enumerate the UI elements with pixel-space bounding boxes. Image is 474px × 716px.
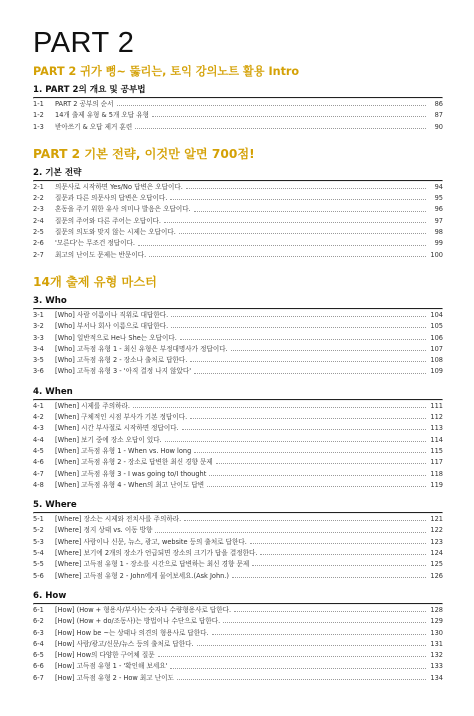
toc-entry[interactable] bbox=[33, 227, 443, 238]
part-title: PART 2 bbox=[33, 27, 135, 59]
entry-number: 4-3 bbox=[33, 424, 44, 433]
entry-page-number: 125 bbox=[430, 560, 443, 569]
toc-entry[interactable] bbox=[33, 193, 443, 204]
dot-leader bbox=[197, 645, 426, 646]
toc-list bbox=[33, 99, 443, 133]
entry-number: 3-2 bbox=[33, 322, 44, 331]
entry-title: [Where] 정지 상태 vs. 이동 방향 bbox=[55, 526, 153, 535]
toc-entry[interactable] bbox=[33, 423, 443, 434]
entry-title: [Who] 고득점 유형 1 - 최신 유형은 부정대명사가 정답이다. bbox=[55, 344, 228, 353]
dot-leader bbox=[170, 668, 426, 669]
entry-page-number: 104 bbox=[430, 310, 443, 319]
entry-number: 6-5 bbox=[33, 651, 44, 660]
toc-entry[interactable] bbox=[33, 457, 443, 468]
toc-entry[interactable] bbox=[33, 333, 443, 344]
dot-leader bbox=[179, 233, 426, 234]
entry-title: 질문의 의도와 맞지 않는 시제는 오답이다. bbox=[55, 228, 176, 237]
dot-leader bbox=[190, 418, 426, 419]
toc-entry[interactable] bbox=[33, 216, 443, 227]
entry-title: 의문사로 시작하면 Yes/No 답변은 오답이다. bbox=[55, 182, 183, 191]
entry-page-number: 112 bbox=[430, 413, 443, 422]
group-title: 6. How bbox=[33, 590, 67, 601]
entry-page-number: 100 bbox=[430, 250, 443, 259]
group-title: 1. PART 2의 개요 및 공부법 bbox=[33, 85, 146, 95]
entry-title: 혼동을 주기 위한 유사 의미나 발음은 오답이다. bbox=[55, 205, 191, 214]
entry-page-number: 113 bbox=[430, 424, 443, 433]
toc-entry[interactable] bbox=[33, 250, 443, 261]
entry-page-number: 106 bbox=[430, 333, 443, 342]
toc-entry[interactable] bbox=[33, 401, 443, 412]
toc-entry[interactable] bbox=[33, 661, 443, 672]
dot-leader bbox=[186, 188, 426, 189]
group-title: 2. 기본 전략 bbox=[33, 167, 82, 178]
entry-title: [When] 고득점 유형 3 - I was going to/I thought bbox=[55, 469, 207, 478]
entry-page-number: 87 bbox=[434, 111, 443, 120]
entry-title: [How] 고득점 유형 1 - '확인해 보세요' bbox=[55, 662, 168, 671]
entry-page-number: 90 bbox=[434, 122, 443, 131]
entry-number: 4-5 bbox=[33, 446, 44, 455]
entry-page-number: 96 bbox=[434, 205, 443, 214]
dot-leader bbox=[152, 116, 426, 117]
toc-entry[interactable] bbox=[33, 310, 443, 321]
entry-page-number: 124 bbox=[430, 549, 443, 558]
entry-title: [When] 고득점 유형 1 - When vs. How long bbox=[55, 446, 192, 455]
entry-number: 2-3 bbox=[33, 205, 44, 214]
entry-number: 4-2 bbox=[33, 413, 44, 422]
entry-number: 5-5 bbox=[33, 560, 44, 569]
entry-number: 2-5 bbox=[33, 228, 44, 237]
entry-number: 6-4 bbox=[33, 639, 44, 648]
dot-leader bbox=[164, 222, 426, 223]
entry-title: [Where] 사람이나 신문, 뉴스, 광고, website 등의 출처로 답한다. bbox=[55, 537, 247, 546]
dot-leader bbox=[184, 520, 426, 521]
entry-page-number: 123 bbox=[430, 537, 443, 546]
entry-number: 4-1 bbox=[33, 401, 44, 410]
dot-leader bbox=[158, 656, 426, 657]
dot-leader bbox=[190, 361, 426, 362]
entry-number: 3-4 bbox=[33, 344, 44, 353]
entry-number: 6-6 bbox=[33, 662, 44, 671]
entry-page-number: 118 bbox=[430, 469, 443, 478]
entry-title: 받아쓰기 & 오답 제거 훈련 bbox=[55, 122, 133, 131]
toc-entry[interactable] bbox=[33, 238, 443, 249]
entry-page-number: 126 bbox=[430, 571, 443, 580]
entry-title: '모른다'는 무조건 정답이다. bbox=[55, 239, 135, 248]
toc-page bbox=[33, 26, 443, 684]
toc-list bbox=[33, 182, 443, 261]
part-subtitle: PART 2 귀가 뻥~ 뚫리는, 토익 강의노트 활용 Intro bbox=[33, 65, 300, 78]
dot-leader bbox=[209, 475, 426, 476]
entry-number: 2-2 bbox=[33, 194, 44, 203]
entry-title: [Where] 고득점 유형 1 - 장소를 시간으로 답변하는 최신 경향 문제 bbox=[55, 560, 250, 569]
entry-title: [When] 구체적인 시점 부사가 기본 정답이다. bbox=[55, 413, 188, 422]
toc-entry[interactable] bbox=[33, 321, 443, 332]
entry-title: [How] 고득점 유형 2 - How 최고 난이도 bbox=[55, 673, 174, 682]
entry-title: [How] (How + do/조동사)는 방법이나 수단으로 답한다. bbox=[55, 617, 221, 626]
toc-sections bbox=[33, 80, 443, 684]
entry-page-number: 134 bbox=[430, 673, 443, 682]
dot-leader bbox=[234, 611, 426, 612]
toc-entry[interactable] bbox=[33, 628, 443, 639]
entry-page-number: 131 bbox=[430, 639, 443, 648]
entry-number: 1-3 bbox=[33, 122, 44, 131]
toc-list bbox=[33, 605, 443, 684]
toc-entry[interactable] bbox=[33, 122, 443, 133]
dot-leader bbox=[182, 429, 426, 430]
entry-page-number: 117 bbox=[430, 458, 443, 467]
entry-page-number: 99 bbox=[434, 239, 443, 248]
dot-leader bbox=[133, 407, 426, 408]
toc-entry[interactable] bbox=[33, 182, 443, 193]
entry-title: [Where] 보기에 2개의 장소가 언급되면 장소의 크기가 답을 결정한다. bbox=[55, 549, 258, 558]
entry-number: 2-1 bbox=[33, 182, 44, 191]
group-title: 5. Where bbox=[33, 500, 77, 511]
toc-list bbox=[33, 514, 443, 582]
toc-entry[interactable] bbox=[33, 366, 443, 377]
entry-number: 5-6 bbox=[33, 571, 44, 580]
entry-page-number: 105 bbox=[430, 322, 443, 331]
dot-leader bbox=[194, 452, 426, 453]
dot-leader bbox=[207, 486, 426, 487]
entry-page-number: 111 bbox=[430, 401, 443, 410]
dot-leader bbox=[216, 463, 426, 464]
dot-leader bbox=[250, 543, 426, 544]
entry-number: 6-3 bbox=[33, 628, 44, 637]
dot-leader bbox=[180, 339, 426, 340]
entry-number: 2-7 bbox=[33, 250, 44, 259]
entry-page-number: 95 bbox=[434, 194, 443, 203]
group-title: 3. Who bbox=[33, 295, 67, 306]
entry-title: PART 2 공부의 순서 bbox=[55, 100, 114, 108]
entry-title: [Who] 고득점 유형 3 - '아직 결정 나지 않았다' bbox=[55, 367, 192, 376]
entry-number: 2-6 bbox=[33, 239, 44, 248]
entry-number: 4-4 bbox=[33, 435, 44, 444]
toc-entry[interactable] bbox=[33, 673, 443, 684]
entry-title: [How] 사람/광고/신문/뉴스 등의 출처로 답한다. bbox=[55, 639, 194, 648]
toc-entry[interactable] bbox=[33, 412, 443, 423]
entry-title: [When] 시제를 주의하라. bbox=[55, 401, 130, 410]
entry-page-number: 86 bbox=[434, 100, 443, 108]
toc-entry[interactable] bbox=[33, 480, 443, 491]
dot-leader bbox=[231, 350, 426, 351]
entry-title: [When] 고득점 유형 4 - When의 최고 난이도 답변 bbox=[55, 480, 205, 489]
toc-section bbox=[33, 80, 443, 133]
entry-number: 5-2 bbox=[33, 526, 44, 535]
entry-number: 4-8 bbox=[33, 480, 44, 489]
entry-number: 1-2 bbox=[33, 111, 44, 120]
group-title: 4. When bbox=[33, 386, 73, 397]
entry-page-number: 108 bbox=[430, 356, 443, 365]
entry-number: 6-1 bbox=[33, 605, 44, 614]
toc-entry[interactable] bbox=[33, 639, 443, 650]
dot-leader bbox=[138, 245, 426, 246]
entry-title: [Who] 고득점 유형 2 - 장소나 출처로 답한다. bbox=[55, 356, 188, 365]
entry-page-number: 133 bbox=[430, 662, 443, 671]
toc-entry[interactable] bbox=[33, 559, 443, 570]
entry-page-number: 121 bbox=[430, 515, 443, 524]
entry-title: [Who] 일반적으로 He나 She는 오답이다. bbox=[55, 333, 177, 342]
entry-number: 5-1 bbox=[33, 515, 44, 524]
section-heading: PART 2 기본 전략, 이것만 알면 700점! bbox=[33, 146, 255, 161]
entry-page-number: 98 bbox=[434, 228, 443, 237]
entry-title: [How] (How + 형용사/부사)는 숫자나 수량형용사로 답한다. bbox=[55, 605, 232, 614]
entry-number: 1-1 bbox=[33, 100, 44, 108]
dot-leader bbox=[149, 256, 426, 257]
entry-number: 5-3 bbox=[33, 537, 44, 546]
toc-entry[interactable] bbox=[33, 435, 443, 446]
toc-entry[interactable] bbox=[33, 605, 443, 616]
dot-leader bbox=[177, 679, 426, 680]
toc-entry[interactable] bbox=[33, 355, 443, 366]
entry-title: [How] How의 다양한 구어체 질문 bbox=[55, 651, 155, 660]
dot-leader bbox=[252, 565, 426, 566]
dot-leader bbox=[155, 532, 426, 533]
dot-leader bbox=[171, 327, 426, 328]
entry-title: [How] How be ~는 상태나 의견의 형용사로 답한다. bbox=[55, 628, 209, 637]
entry-page-number: 115 bbox=[430, 446, 443, 455]
entry-title: [When] 고득점 유형 2 - 장소로 답변한 최신 경향 문제 bbox=[55, 458, 213, 467]
toc-entry[interactable] bbox=[33, 514, 443, 525]
toc-entry[interactable] bbox=[33, 469, 443, 480]
entry-title: [When] 보기 중에 장소 오답이 있다. bbox=[55, 435, 162, 444]
toc-list bbox=[33, 401, 443, 491]
entry-number: 2-4 bbox=[33, 216, 44, 225]
entry-page-number: 114 bbox=[430, 435, 443, 444]
toc-entry[interactable] bbox=[33, 616, 443, 627]
entry-title: [Who] 사람 이름이나 직위로 대답한다. bbox=[55, 310, 169, 319]
entry-title: [Where] 장소는 시제와 전치사를 주의하라. bbox=[55, 515, 182, 524]
dot-leader bbox=[232, 577, 426, 578]
dot-leader bbox=[212, 634, 426, 635]
entry-page-number: 130 bbox=[430, 628, 443, 637]
entry-page-number: 122 bbox=[430, 526, 443, 535]
dot-leader bbox=[165, 441, 426, 442]
entry-number: 4-7 bbox=[33, 469, 44, 478]
toc-entry[interactable] bbox=[33, 99, 443, 110]
entry-number: 3-3 bbox=[33, 333, 44, 342]
entry-number: 4-6 bbox=[33, 458, 44, 467]
entry-number: 3-1 bbox=[33, 310, 44, 319]
entry-number: 3-6 bbox=[33, 367, 44, 376]
toc-list bbox=[33, 310, 443, 378]
dot-leader bbox=[117, 105, 426, 106]
toc-entry[interactable] bbox=[33, 525, 443, 536]
entry-page-number: 107 bbox=[430, 344, 443, 353]
entry-number: 5-4 bbox=[33, 549, 44, 558]
toc-entry[interactable] bbox=[33, 204, 443, 215]
toc-entry[interactable] bbox=[33, 110, 443, 121]
entry-title: 최고의 난이도 문제는 반문이다. bbox=[55, 250, 147, 259]
dot-leader bbox=[171, 316, 426, 317]
toc-entry[interactable] bbox=[33, 650, 443, 661]
toc-section bbox=[33, 261, 443, 684]
entry-page-number: 97 bbox=[434, 216, 443, 225]
dot-leader bbox=[223, 622, 426, 623]
entry-title: 질문의 주어와 다른 주어는 오답이다. bbox=[55, 216, 162, 225]
section-heading: 14개 출제 유형 마스터 bbox=[33, 274, 157, 289]
dot-leader bbox=[194, 211, 426, 212]
toc-section bbox=[33, 133, 443, 261]
entry-title: [Where] 고득점 유형 2 - John에게 물어보세요.(Ask John.) bbox=[55, 571, 229, 580]
entry-page-number: 94 bbox=[434, 182, 443, 191]
entry-page-number: 129 bbox=[430, 617, 443, 626]
entry-page-number: 128 bbox=[430, 605, 443, 614]
toc-entry[interactable] bbox=[33, 537, 443, 548]
entry-page-number: 132 bbox=[430, 651, 443, 660]
toc-entry[interactable] bbox=[33, 571, 443, 582]
entry-title: 14개 출제 유형 & 5개 오답 유형 bbox=[55, 111, 149, 120]
entry-title: [When] 시간 부사절로 시작하면 정답이다. bbox=[55, 424, 179, 433]
entry-page-number: 119 bbox=[430, 480, 443, 489]
dot-leader bbox=[170, 199, 426, 200]
toc-entry[interactable] bbox=[33, 446, 443, 457]
toc-entry[interactable] bbox=[33, 344, 443, 355]
toc-entry[interactable] bbox=[33, 548, 443, 559]
dot-leader bbox=[194, 373, 426, 374]
entry-number: 6-2 bbox=[33, 617, 44, 626]
entry-number: 3-5 bbox=[33, 356, 44, 365]
entry-title: [Who] 부서나 회사 이름으로 대답한다. bbox=[55, 322, 169, 331]
entry-title: 질문과 다른 의문사의 답변은 오답이다. bbox=[55, 194, 168, 203]
dot-leader bbox=[135, 128, 426, 129]
entry-number: 6-7 bbox=[33, 673, 44, 682]
dot-leader bbox=[260, 554, 426, 555]
entry-page-number: 109 bbox=[430, 367, 443, 376]
